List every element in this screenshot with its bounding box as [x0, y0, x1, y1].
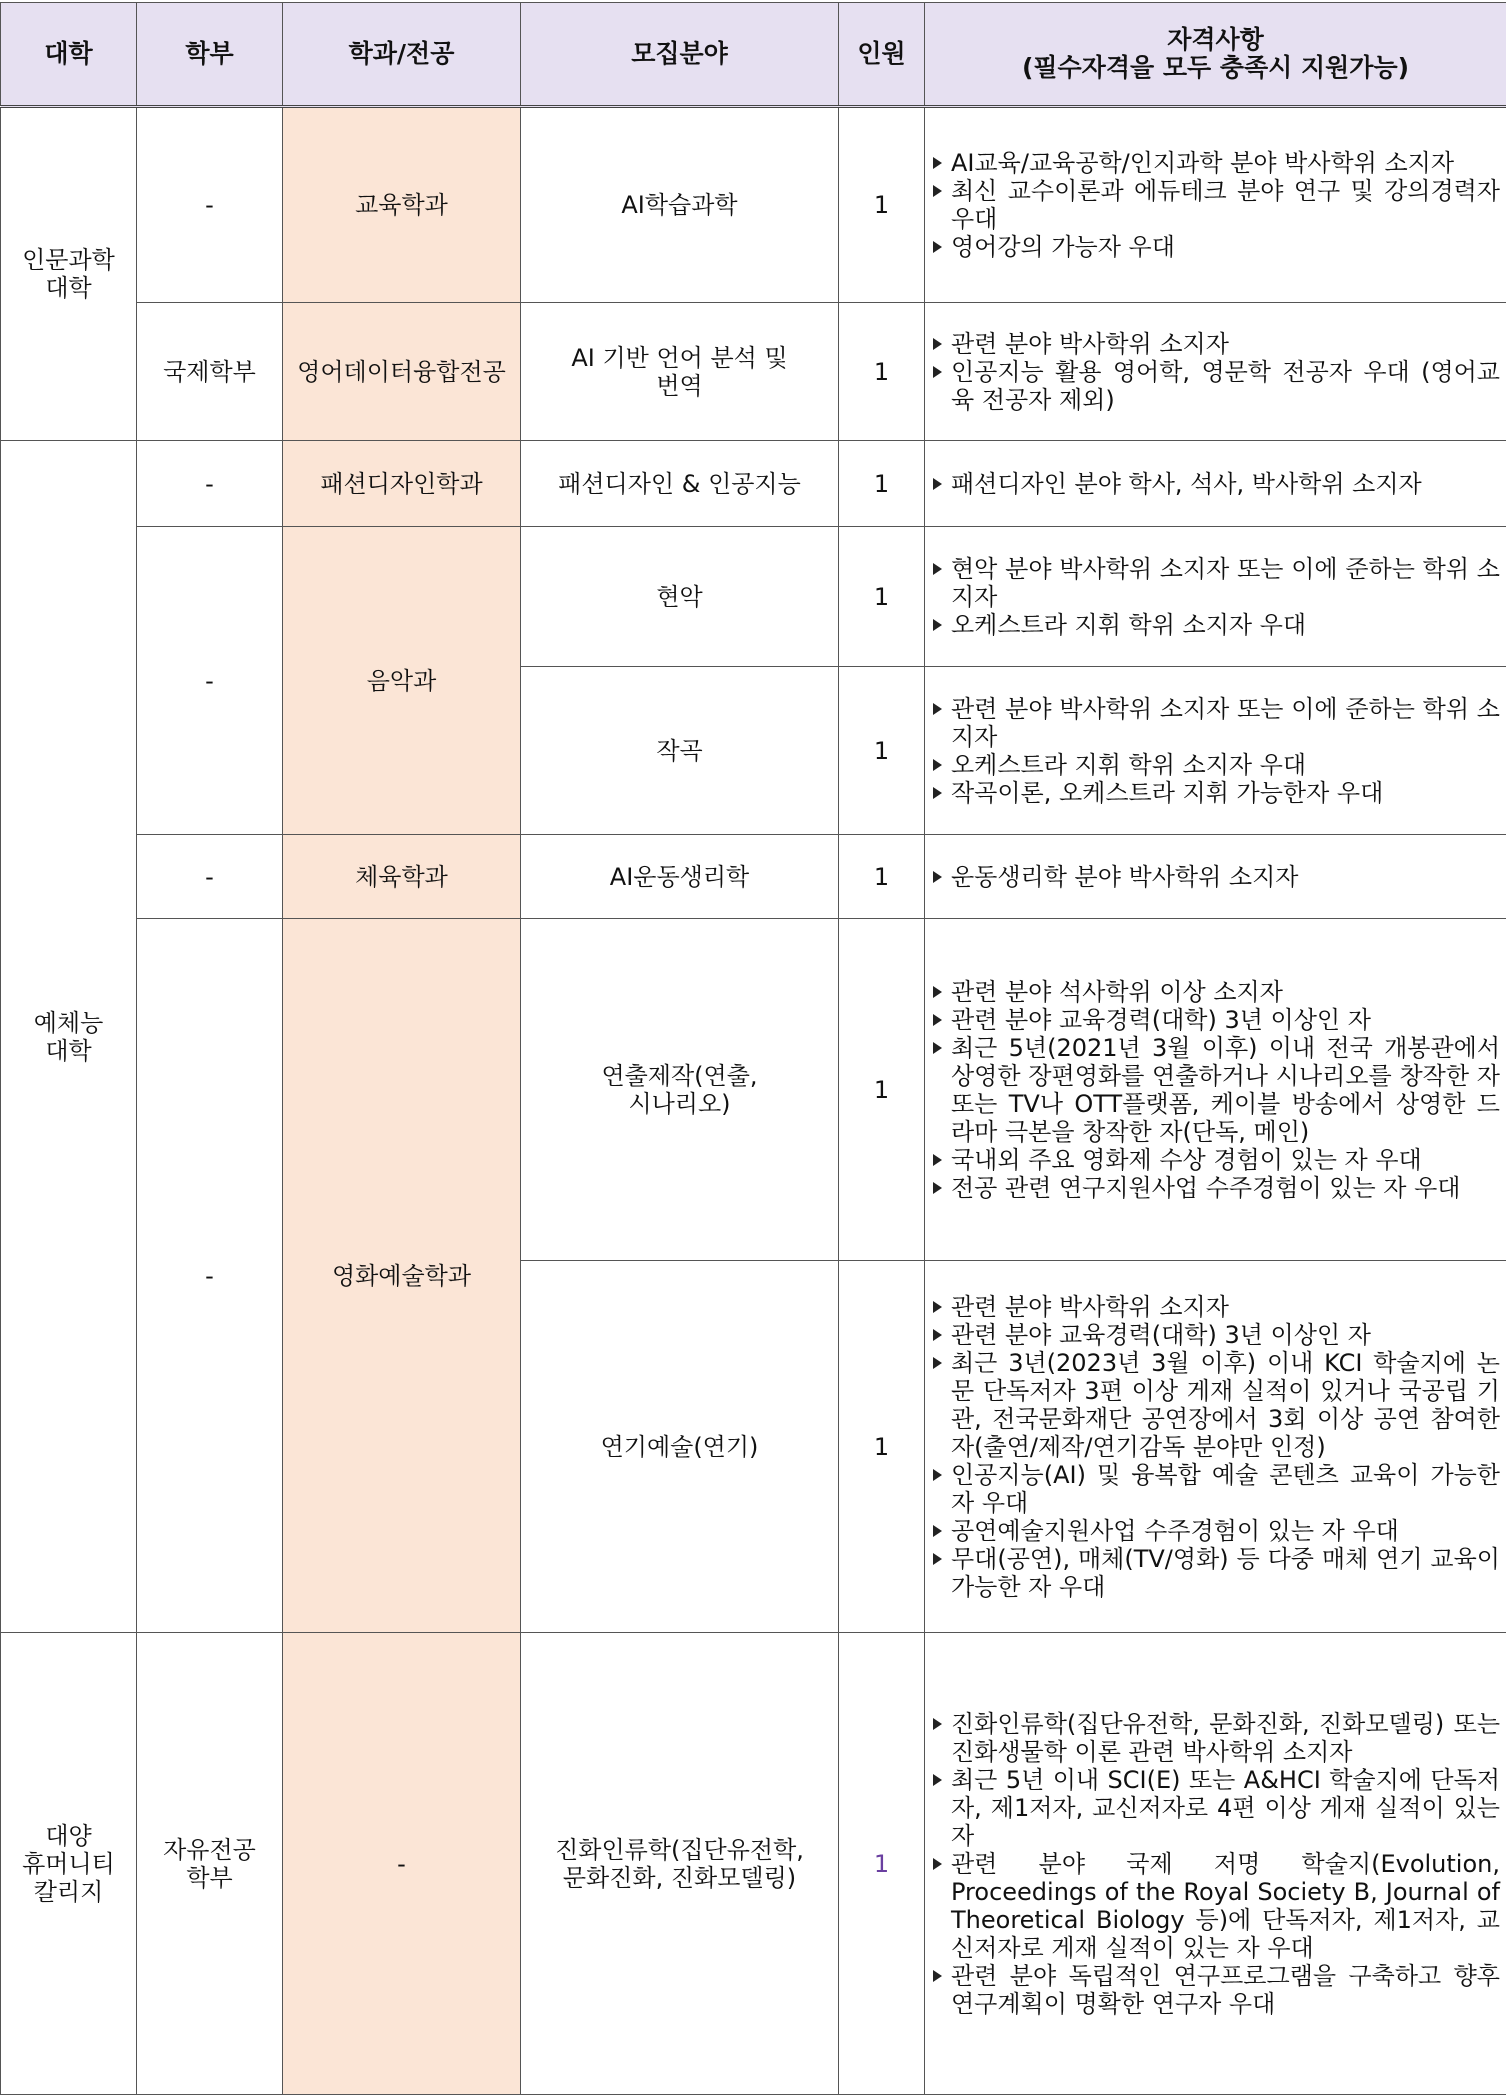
count-cell: 1 [839, 441, 925, 527]
count-cell: 1 [839, 1633, 925, 2095]
qualifications-cell [925, 107, 1506, 303]
dept-cell: 영어데이터융합전공 [283, 303, 521, 441]
field-cell: 작곡 [521, 667, 839, 835]
col-header-dept: 학과/전공 [283, 3, 521, 107]
qualification-item: 패션디자인 분야 학사, 석사, 박사학위 소지자 [931, 470, 1500, 498]
dept-cell: 음악과 [283, 527, 521, 835]
field-cell: 현악 [521, 527, 839, 667]
qualification-item: 국내외 주요 영화제 수상 경험이 있는 자 우대 [931, 1146, 1500, 1174]
dept-cell: 패션디자인학과 [283, 441, 521, 527]
qualification-item: 최근 5년(2021년 3월 이후) 이내 전국 개봉관에서 상영한 장편영화를 연출하거나 시나리오를 창작한 자 또는 TV나 OTT플랫폼, 케이블 방송에서 상영한 드라마 극본을 창작한 자(단독, 메인) [931, 1034, 1500, 1146]
field-cell: AI운동생리학 [521, 835, 839, 919]
count-cell: 1 [839, 303, 925, 441]
count-cell: 1 [839, 1261, 925, 1633]
qualification-item: AI교육/교육공학/인지과학 분야 박사학위 소지자 [931, 149, 1500, 177]
count-cell: 1 [839, 107, 925, 303]
qualification-item: 영어강의 가능자 우대 [931, 233, 1500, 261]
school-cell: - [137, 835, 283, 919]
field-cell: 연기예술(연기) [521, 1261, 839, 1633]
qualification-item: 인공지능 활용 영어학, 영문학 전공자 우대 (영어교육 전공자 제외) [931, 358, 1500, 414]
school-cell: - [137, 919, 283, 1633]
qualification-item: 작곡이론, 오케스트라 지휘 가능한자 우대 [931, 779, 1500, 807]
qualification-item: 오케스트라 지휘 학위 소지자 우대 [931, 611, 1500, 639]
qualification-item: 진화인류학(집단유전학, 문화진화, 진화모델링) 또는 진화생물학 이론 관련 박사학위 소지자 [931, 1710, 1500, 1766]
field-cell: AI 기반 언어 분석 및 번역 [521, 303, 839, 441]
qualifications-cell [925, 527, 1506, 667]
field-cell: 진화인류학(집단유전학, 문화진화, 진화모델링) [521, 1633, 839, 2095]
qualification-item: 관련 분야 교육경력(대학) 3년 이상인 자 [931, 1321, 1500, 1349]
qualification-item: 최근 3년(2023년 3월 이후) 이내 KCI 학술지에 논문 단독저자 3편 이상 게재 실적이 있거나 국공립 기관, 전국문화재단 공연장에서 3회 이상 공연 참여한 자(출연/제작/연기감독 분야만 인정) [931, 1349, 1500, 1461]
header-row [1, 3, 1506, 107]
qualification-item: 관련 분야 독립적인 연구프로그램을 구축하고 향후 연구계획이 명확한 연구자 우대 [931, 1962, 1500, 2018]
college-cell: 대양 휴머니티 칼리지 [1, 1633, 137, 2095]
dept-cell: - [283, 1633, 521, 2095]
school-cell: 국제학부 [137, 303, 283, 441]
table-row [1, 107, 1506, 303]
qualifications-cell [925, 667, 1506, 835]
qualifications-cell [925, 1633, 1506, 2095]
qualifications-cell [925, 441, 1506, 527]
table-row [1, 919, 1506, 1261]
table-row [1, 835, 1506, 919]
field-cell: 연출제작(연출, 시나리오) [521, 919, 839, 1261]
col-header-count: 인원 [839, 3, 925, 107]
college-cell: 인문과학 대학 [1, 107, 137, 441]
count-cell: 1 [839, 835, 925, 919]
dept-cell: 교육학과 [283, 107, 521, 303]
qualification-item: 무대(공연), 매체(TV/영화) 등 다중 매체 연기 교육이 가능한 자 우대 [931, 1545, 1500, 1601]
field-cell: AI학습과학 [521, 107, 839, 303]
qualifications-cell [925, 1261, 1506, 1633]
col-header-qualifications [925, 3, 1506, 107]
table-row [1, 1633, 1506, 2095]
school-cell: - [137, 441, 283, 527]
qualification-item: 관련 분야 박사학위 소지자 또는 이에 준하는 학위 소지자 [931, 695, 1500, 751]
qualification-item: 최근 5년 이내 SCI(E) 또는 A&HCI 학술지에 단독저자, 제1저자, 교신저자로 4편 이상 게재 실적이 있는 자 [931, 1766, 1500, 1850]
qualifications-title: 자격사항 [1167, 25, 1264, 54]
qualification-item: 인공지능(AI) 및 융복합 예술 콘텐츠 교육이 가능한 자 우대 [931, 1461, 1500, 1517]
qualification-item: 관련 분야 국제 저명 학술지(Evolution, Proceedings of the Royal Society B, Journal of Theoretical Biology 등)에 단독저자, 제1저자, 교신저자로 게재 실적이 있는 자 우대 [931, 1850, 1500, 1962]
qualifications-cell [925, 835, 1506, 919]
school-cell: - [137, 107, 283, 303]
qualification-item: 최신 교수이론과 에듀테크 분야 연구 및 강의경력자 우대 [931, 177, 1500, 233]
qualification-item: 현악 분야 박사학위 소지자 또는 이에 준하는 학위 소지자 [931, 555, 1500, 611]
dept-cell: 체육학과 [283, 835, 521, 919]
field-cell: 패션디자인 & 인공지능 [521, 441, 839, 527]
school-cell: - [137, 527, 283, 835]
count-cell: 1 [839, 667, 925, 835]
qualification-item: 전공 관련 연구지원사업 수주경험이 있는 자 우대 [931, 1174, 1500, 1202]
qualification-item: 관련 분야 교육경력(대학) 3년 이상인 자 [931, 1006, 1500, 1034]
school-cell: 자유전공 학부 [137, 1633, 283, 2095]
college-cell: 예체능 대학 [1, 441, 137, 1633]
count-cell: 1 [839, 527, 925, 667]
qualification-item: 오케스트라 지휘 학위 소지자 우대 [931, 751, 1500, 779]
qualifications-subtitle: (필수자격을 모두 충족시 지원가능) [1021, 53, 1410, 82]
qualifications-cell [925, 919, 1506, 1261]
dept-cell: 영화예술학과 [283, 919, 521, 1633]
col-header-college: 대학 [1, 3, 137, 107]
qualification-item: 관련 분야 석사학위 이상 소지자 [931, 978, 1500, 1006]
col-header-field: 모집분야 [521, 3, 839, 107]
col-header-school: 학부 [137, 3, 283, 107]
table-row [1, 441, 1506, 527]
recruitment-table [0, 2, 1506, 2095]
qualification-item: 관련 분야 박사학위 소지자 [931, 330, 1500, 358]
qualification-item: 공연예술지원사업 수주경험이 있는 자 우대 [931, 1517, 1500, 1545]
table-row [1, 303, 1506, 441]
qualification-item: 운동생리학 분야 박사학위 소지자 [931, 863, 1500, 891]
table-row [1, 527, 1506, 667]
qualifications-cell [925, 303, 1506, 441]
count-cell: 1 [839, 919, 925, 1261]
qualification-item: 관련 분야 박사학위 소지자 [931, 1293, 1500, 1321]
